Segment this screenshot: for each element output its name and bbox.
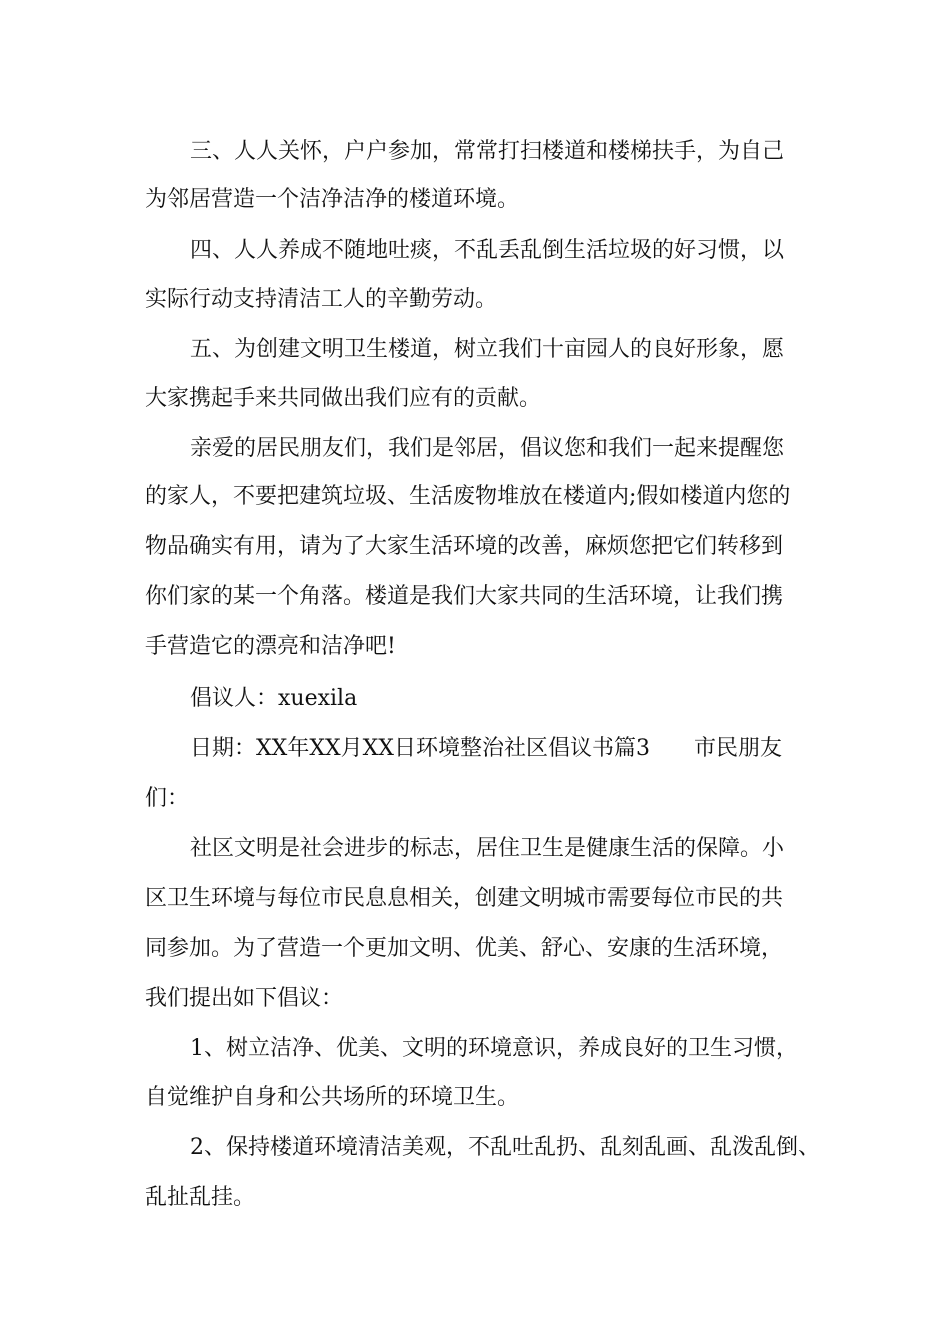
paragraph-line: 们： <box>145 786 190 811</box>
paragraph-line: 1、树立洁净、优美、文明的环境意识，养成良好的卫生习惯， <box>190 1036 798 1061</box>
paragraph-line: 为邻居营造一个洁净洁净的楼道环境。 <box>145 187 520 212</box>
paragraph-line: 2、保持楼道环境清洁美观，不乱吐乱扔、乱刻乱画、乱泼乱倒、 <box>190 1135 820 1160</box>
paragraph-line: 大家携起手来共同做出我们应有的贡献。 <box>145 386 542 411</box>
paragraph-line: 五、为创建文明卫生楼道，树立我们十亩园人的良好形象，愿 <box>190 337 785 362</box>
paragraph-line: 亲爱的居民朋友们，我们是邻居，倡议您和我们一起来提醒您 <box>190 436 785 461</box>
paragraph-line: 四、人人养成不随地吐痰，不乱丢乱倒生活垃圾的好习惯，以 <box>190 238 785 263</box>
paragraph-line: 三、人人关怀，户户参加，常常打扫楼道和楼梯扶手，为自己 <box>190 139 785 164</box>
proposer-line: 倡议人：xuexila <box>190 686 358 711</box>
paragraph-line: 自觉维护自身和公共场所的环境卫生。 <box>145 1085 520 1110</box>
paragraph-line: 手营造它的漂亮和洁净吧! <box>145 634 396 659</box>
paragraph-line: 乱扯乱挂。 <box>145 1185 256 1210</box>
paragraph-line: 同参加。为了营造一个更加文明、优美、舒心、安康的生活环境， <box>145 936 784 961</box>
paragraph-line: 社区文明是社会进步的标志，居住卫生是健康生活的保障。小 <box>190 836 785 861</box>
paragraph-line: 实际行动支持清洁工人的辛勤劳动。 <box>145 287 498 312</box>
date-line: 日期：XX年XX月XX日环境整治社区倡议书篇3 市民朋友 <box>190 736 782 761</box>
paragraph-line: 你们家的某一个角落。楼道是我们大家共同的生活环境，让我们携 <box>145 584 784 609</box>
paragraph-line: 我们提出如下倡议： <box>145 986 344 1011</box>
paragraph-line: 的家人，不要把建筑垃圾、生活废物堆放在楼道内;假如楼道内您的 <box>145 484 791 509</box>
paragraph-line: 物品确实有用，请为了大家生活环境的改善，麻烦您把它们转移到 <box>145 534 784 559</box>
paragraph-line: 区卫生环境与每位市民息息相关，创建文明城市需要每位市民的共 <box>145 886 784 911</box>
